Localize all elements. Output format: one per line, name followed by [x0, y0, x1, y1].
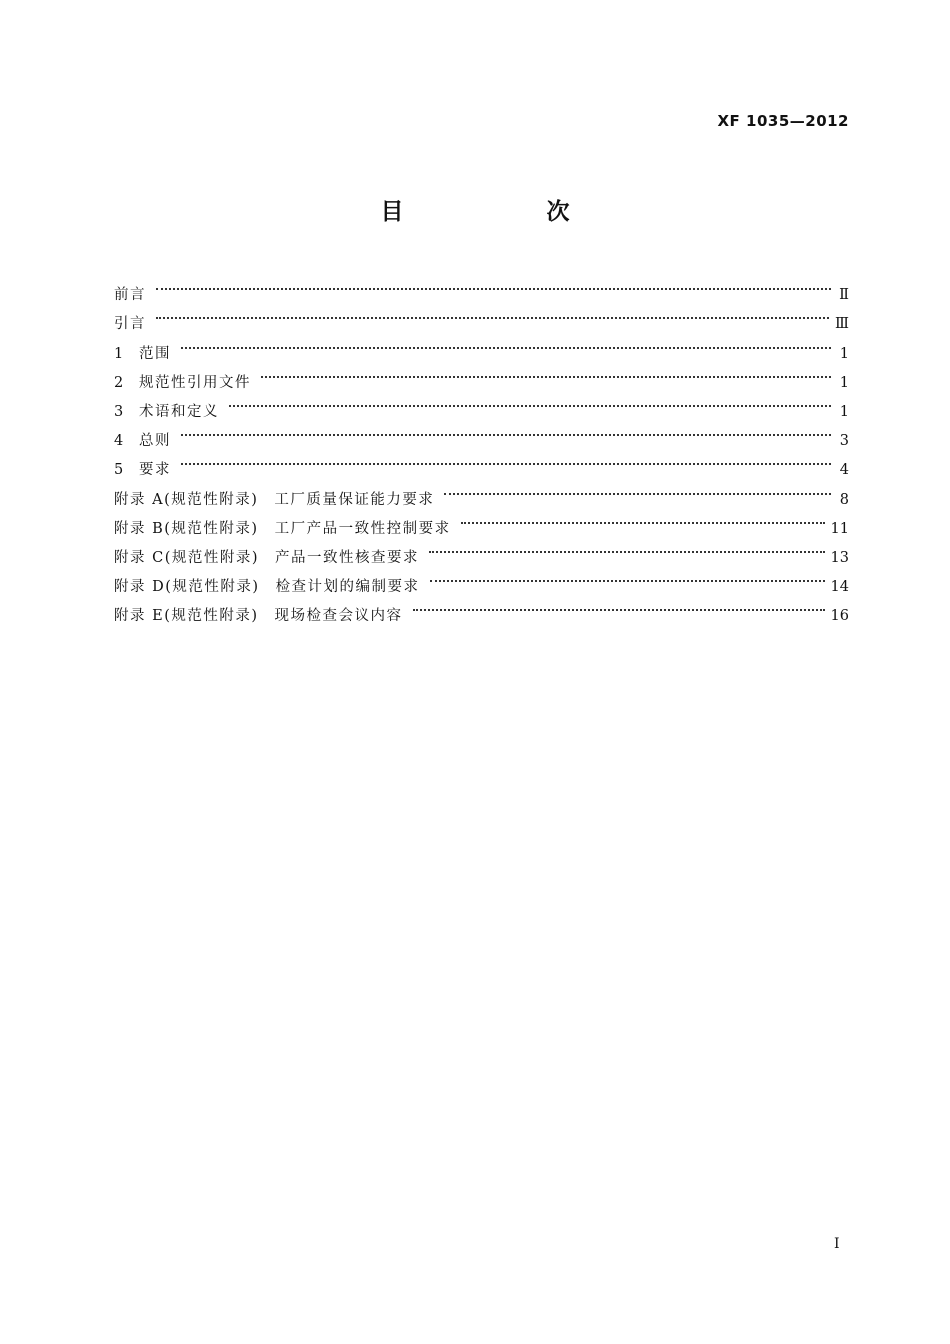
page-title: 目 次	[380, 199, 630, 225]
toc-entry-label: 现场检查会议内容	[274, 608, 403, 625]
toc-entry-label: 引言	[114, 316, 146, 333]
toc-entry-page: 3	[839, 433, 849, 450]
toc-entry-label: 规范性引用文件	[139, 374, 251, 391]
toc-entry-number: 5	[114, 462, 125, 479]
toc-entry-page: 14	[830, 579, 849, 596]
toc-entry-number: 2	[114, 374, 125, 391]
toc-entry-page: 1	[839, 374, 849, 391]
toc-entry-page: 4	[839, 462, 849, 479]
toc-entry-number: 附录 A(规范性附录)	[114, 491, 259, 508]
toc-entry-label: 范围	[139, 345, 171, 362]
toc-entry-number: 1	[114, 345, 125, 362]
toc-leader-dots	[430, 562, 825, 591]
toc-entry-page: Ⅲ	[835, 316, 849, 333]
toc-entry-label: 前言	[114, 287, 146, 304]
standard-code: XF 1035—2012	[717, 112, 849, 130]
toc-entry-general[interactable]	[114, 416, 849, 450]
toc-entry-annex-a[interactable]	[114, 474, 849, 508]
toc-entry-label: 产品一致性核查要求	[275, 549, 420, 566]
toc-entry-label: 术语和定义	[139, 403, 219, 420]
table-of-contents	[114, 270, 849, 625]
toc-entry-number: 附录 C(规范性附录)	[114, 549, 260, 566]
toc-entry-preface[interactable]	[114, 270, 849, 304]
toc-entry-number: 3	[114, 403, 125, 420]
toc-entry-scope[interactable]	[114, 328, 849, 362]
toc-leader-dots	[181, 445, 831, 474]
toc-entry-page: Ⅱ	[839, 287, 849, 304]
toc-entry-label: 总则	[139, 433, 171, 450]
toc-leader-dots	[156, 299, 829, 328]
toc-entry-page: 8	[839, 491, 849, 508]
toc-leader-dots	[181, 328, 831, 357]
toc-leader-dots	[429, 533, 825, 562]
toc-leader-dots	[181, 416, 831, 445]
toc-entry-page: 13	[830, 549, 849, 566]
toc-entry-requirements[interactable]	[114, 445, 849, 479]
toc-entry-page: 1	[839, 403, 849, 420]
toc-entry-label: 工厂质量保证能力要求	[274, 491, 435, 508]
toc-leader-dots	[444, 474, 831, 503]
toc-leader-dots	[461, 504, 825, 533]
toc-entry-number: 附录 B(规范性附录)	[114, 520, 259, 537]
toc-leader-dots	[261, 358, 831, 387]
toc-entry-introduction[interactable]	[114, 299, 849, 333]
toc-entry-page: 1	[839, 345, 849, 362]
toc-leader-dots	[229, 387, 831, 416]
toc-leader-dots	[156, 270, 831, 299]
toc-entry-label: 工厂产品一致性控制要求	[274, 520, 451, 537]
page-number: I	[834, 1236, 840, 1252]
toc-leader-dots	[413, 591, 825, 620]
toc-entry-page: 11	[830, 520, 849, 537]
toc-entry-label: 要求	[139, 462, 171, 479]
toc-entry-normative-references[interactable]	[114, 358, 849, 391]
toc-entry-number: 4	[114, 433, 125, 450]
toc-entry-number: 附录 D(规范性附录)	[114, 579, 260, 596]
toc-entry-number: 附录 E(规范性附录)	[114, 608, 259, 625]
toc-entry-page: 16	[830, 608, 849, 625]
toc-entry-label: 检查计划的编制要求	[275, 579, 420, 596]
